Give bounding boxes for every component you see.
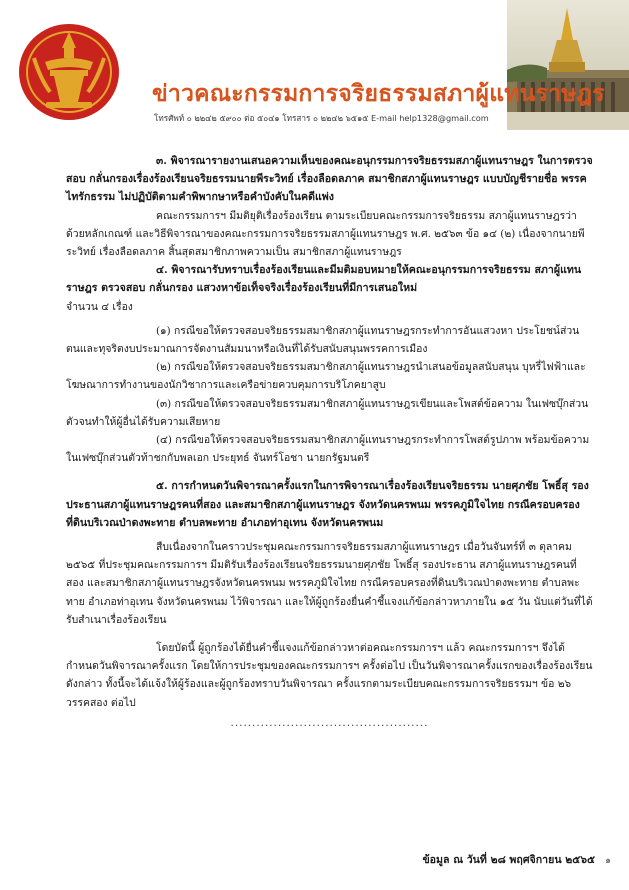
item-4-sub-4: (๔) กรณีขอให้ตรวจสอบจริยธรรมสมาชิกสภาผู้แทนราษฎรกระทำการโพสต์รูปภาพ พร้อมข้อความในเฟซบุ๊กส่วนตัวท้าชกกับพลเอก ประยุทธ์ จันทร์โอชา นายกรัฐมนตรี bbox=[66, 434, 590, 465]
parliament-emblem-icon bbox=[10, 18, 128, 126]
page-header bbox=[0, 0, 629, 135]
item-5-body-2: โดยบัดนี้ ผู้ถูกร้องได้ยื่นคำชี้แจงแก้ข้อกล่าวหาต่อคณะกรรมการฯ แล้ว คณะกรรมการฯ จึงได้กำหนดวันพิจารณาครั้งแรก โดยให้การประชุมของคณะกรรมการฯ ครั้งต่อไป เป็นวันพิจารณาครั้งแรกของเรื่องร้องเรียนดังกล่าว ทั้งนี้จะได้แจ้งให้ผู้ร้องและผู้ถูกร้องทราบวันพิจารณา ครั้งแรกตามระเบียบคณะกรรมการจริยธรรมฯ ข้อ ๒๖ วรรคสอง ต่อไป bbox=[66, 642, 593, 709]
contact-info: โทรศัพท์ ๐ ๒๒๔๒ ๕๙๐๐ ต่อ ๕๐๔๑ โทรสาร ๐ ๒๒๔๒ ๖๕๑๕ E-mail help1328@gmail.com bbox=[154, 113, 489, 123]
item-3-body: คณะกรรมการฯ มีมติยุติเรื่องร้องเรียน ตามระเบียบคณะกรรมการจริยธรรม สภาผู้แทนราษฎรว่าด้วยหลักเกณฑ์ และวิธีพิจารณาของคณะกรรมการจริยธรรมสภาผู้แทนราษฎร พ.ศ. ๒๕๖๓ ข้อ ๑๔ (๒) เนื่องจากนายพีระวิทย์ เรื่องลือดลภาค สิ้นสุดสมาชิกภาพความเป็น สมาชิกสภาผู้แทนราษฎร bbox=[66, 209, 585, 259]
separator: .............................................. bbox=[230, 716, 429, 729]
item-5-body-1: สืบเนื่องจากในคราวประชุมคณะกรรมการจริยธรรมสภาผู้แทนราษฎร เมื่อวันจันทร์ที่ ๓ ตุลาคม ๒๕๖๕ ที่ประชุมคณะกรรมการฯ มีมติรับเรื่องร้องเรียนจริยธรรมนายศุภชัย โพธิ์สุ รองประธาน สภาผู้แทนราษฎรคนที่สอง และสมาชิกสภาผู้แทนราษฎรจังหวัดนครพนม พรรคภูมิใจไทย กรณีครอบครองที่ดินบริเวณป่าดงพะทาย ตำบลพะทาย อำเภอท่าอุเทน จังหวัดนครพนม ไว้พิจารณา และให้ผู้ถูกร้องยื่นคำชี้แจงแก้ข้อกล่าวหาภายใน ๑๕ วัน นับแต่วันที่ได้รับสำเนาเรื่องร้องเรียน bbox=[66, 541, 593, 626]
item-3-heading: ๓. พิจารณารายงานเสนอความเห็นของคณะอนุกรรมการจริยธรรมสภาผู้แทนราษฎร ในการตรวจสอบ กลั่นกรองเรื่องร้องเรียนจริยธรรมนายพีระวิทย์ เรื่องลือดลภาค สมาชิกสภาผู้แทนราษฎร แบบบัญชีรายชื่อ พรรคไทรักธรรม ไม่ปฏิบัติตามคำพิพากษาหรือคำบังคับในคดีแพ่ง bbox=[66, 155, 593, 204]
page-title: ข่าวคณะกรรมการจริยธรรมสภาผู้แทนราษฎร bbox=[152, 81, 605, 107]
item-5-heading: ๕. การกำหนดวันพิจารณาครั้งแรกในการพิจารณาเรื่องร้องเรียนจริยธรรม นายศุภชัย โพธิ์สุ รองประธานสภาผู้แทนราษฎรคนที่สอง และสมาชิกสภาผู้แทนราษฎร จังหวัดนครพนม พรรคภูมิใจไทย กรณีครอบครองที่ดินบริเวณป่าดงพะทาย ตำบลพะทาย อำเภอท่าอุเทน จังหวัดนครพนม bbox=[66, 480, 589, 529]
item-4-count: จำนวน ๔ เรื่อง bbox=[66, 300, 133, 313]
item-4-sub-2: (๒) กรณีขอให้ตรวจสอบจริยธรรมสมาชิกสภาผู้แทนราษฎรนำเสนอข้อมูลสนับสนุน บุหรี่ไฟฟ้าและโฆษณาการทำงานของนักวิชาการและเครือข่ายควบคุมการบริโภคยาสูบ bbox=[66, 361, 586, 392]
item-4-sub-1: (๑) กรณีขอให้ตรวจสอบจริยธรรมสมาชิกสภาผู้แทนราษฎรกระทำการอันแสวงหา ประโยชน์ส่วนตนและทุจริตงบประมาณการจัดงานสัมมนาหรือเงินที่ได้รับสนับสนุนพรรคการเมือง bbox=[66, 324, 580, 356]
news-content bbox=[66, 152, 593, 732]
item-4-heading: ๔. พิจารณารับทราบเรื่องร้องเรียนและมีมติมอบหมายให้คณะอนุกรรมการจริยธรรม สภาผู้แทนราษฎร ตรวจสอบ กลั่นกรอง แสวงหาข้อเท็จจริงเรื่องร้องเรียนที่มีการเสนอใหม่ bbox=[66, 264, 582, 295]
footer-date: ข้อมูล ณ วันที่ ๒๘ พฤศจิกายน ๒๕๖๕ bbox=[422, 854, 595, 866]
page-mark: ๑ bbox=[605, 856, 611, 866]
item-4-sub-3: (๓) กรณีขอให้ตรวจสอบจริยธรรมสมาชิกสภาผู้แทนราษฎรเขียนและโพสต์ข้อความ ในเฟซบุ๊กส่วนตัวจนทำให้ผู้อื่นได้รับความเสียหาย bbox=[66, 397, 589, 428]
